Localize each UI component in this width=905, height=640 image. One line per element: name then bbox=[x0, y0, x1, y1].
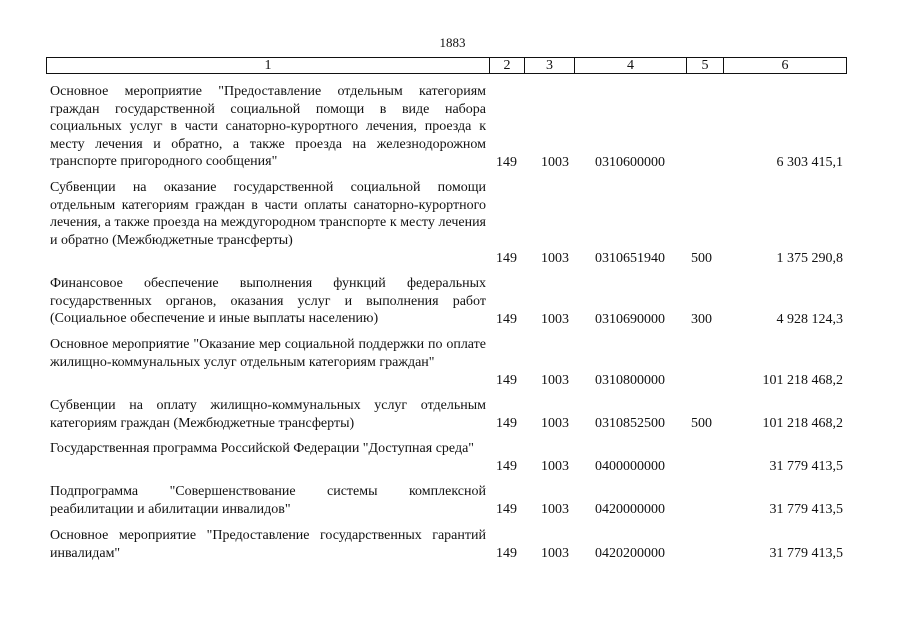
row-sum: 4 928 124,3 bbox=[776, 311, 843, 327]
row-description: Основное мероприятие "Предоставление отдельным категориям граждан государственной социальной помощи в виде набора социальных услуг в части санаторно-курортного лечения, проезда к месту лечения и обратно, а также проезда на железнодорожном транспорте пригородного сообщения" bbox=[50, 84, 486, 169]
row-cs: 0310800000 bbox=[595, 372, 665, 388]
row-vr: 500 bbox=[691, 250, 712, 266]
row-rz: 1003 bbox=[541, 250, 569, 266]
row-description: Государственная программа Российской Федерации "Доступная среда" bbox=[50, 441, 474, 456]
row-description: Основное мероприятие "Предоставление государственных гарантий инвалидам" bbox=[50, 528, 486, 561]
header-col-2: 2 bbox=[489, 58, 524, 73]
row-cs: 0420000000 bbox=[595, 501, 665, 517]
row-cs: 0310651940 bbox=[595, 250, 665, 266]
header-col-3: 3 bbox=[524, 58, 574, 73]
row-vr: 500 bbox=[691, 415, 712, 431]
row-cs: 0310852500 bbox=[595, 415, 665, 431]
row-gr: 149 bbox=[496, 415, 517, 431]
table-row bbox=[46, 397, 847, 432]
row-rz: 1003 bbox=[541, 501, 569, 517]
table-row bbox=[46, 179, 847, 267]
table-row bbox=[46, 483, 847, 518]
row-rz: 1003 bbox=[541, 372, 569, 388]
table-row bbox=[46, 83, 847, 171]
row-description: Субвенции на оплату жилищно-коммунальных услуг отдельным категориям граждан (Межбюджетные трансферты) bbox=[50, 398, 486, 431]
row-cs: 0310690000 bbox=[595, 311, 665, 327]
row-gr: 149 bbox=[496, 154, 517, 170]
row-cs: 0420200000 bbox=[595, 545, 665, 561]
row-rz: 1003 bbox=[541, 415, 569, 431]
header-col-1: 1 bbox=[264, 58, 272, 73]
row-description: Основное мероприятие "Оказание мер социальной поддержки по оплате жилищно-коммунальных услуг отдельным категориям граждан" bbox=[50, 337, 486, 370]
row-description: Финансовое обеспечение выполнения функций федеральных государственных органов, оказания услуг и выполнения работ (Социальное обеспечение и иные выплаты населению) bbox=[50, 276, 486, 326]
row-description: Субвенции на оказание государственной социальной помощи отдельным категориям граждан в части оплаты санаторно-курортного лечения, а также проезда на междугородном транспорте к месту лечения и обратно (Межбюджетные трансферты) bbox=[50, 180, 486, 248]
row-sum: 31 779 413,5 bbox=[769, 458, 843, 474]
row-gr: 149 bbox=[496, 501, 517, 517]
table-row bbox=[46, 275, 847, 328]
row-rz: 1003 bbox=[541, 311, 569, 327]
row-sum: 6 303 415,1 bbox=[776, 154, 843, 170]
row-description: Подпрограмма "Совершенствование системы комплексной реабилитации и абилитации инвалидов" bbox=[50, 484, 486, 517]
table-header bbox=[46, 57, 847, 74]
row-rz: 1003 bbox=[541, 154, 569, 170]
header-col-5: 5 bbox=[686, 58, 723, 73]
row-sum: 31 779 413,5 bbox=[769, 545, 843, 561]
table-row bbox=[46, 440, 847, 475]
row-sum: 31 779 413,5 bbox=[769, 501, 843, 517]
row-gr: 149 bbox=[496, 311, 517, 327]
row-gr: 149 bbox=[496, 545, 517, 561]
row-sum: 101 218 468,2 bbox=[762, 415, 843, 431]
row-gr: 149 bbox=[496, 458, 517, 474]
row-gr: 149 bbox=[496, 372, 517, 388]
header-col-4: 4 bbox=[574, 58, 686, 73]
row-rz: 1003 bbox=[541, 545, 569, 561]
header-col-6: 6 bbox=[723, 58, 846, 73]
table-row bbox=[46, 336, 847, 389]
page-number: 1883 bbox=[439, 35, 466, 50]
row-sum: 1 375 290,8 bbox=[776, 250, 843, 266]
row-vr: 300 bbox=[691, 311, 712, 327]
row-cs: 0400000000 bbox=[595, 458, 665, 474]
row-gr: 149 bbox=[496, 250, 517, 266]
row-cs: 0310600000 bbox=[595, 154, 665, 170]
row-sum: 101 218 468,2 bbox=[762, 372, 843, 388]
row-rz: 1003 bbox=[541, 458, 569, 474]
table-row bbox=[46, 527, 847, 562]
